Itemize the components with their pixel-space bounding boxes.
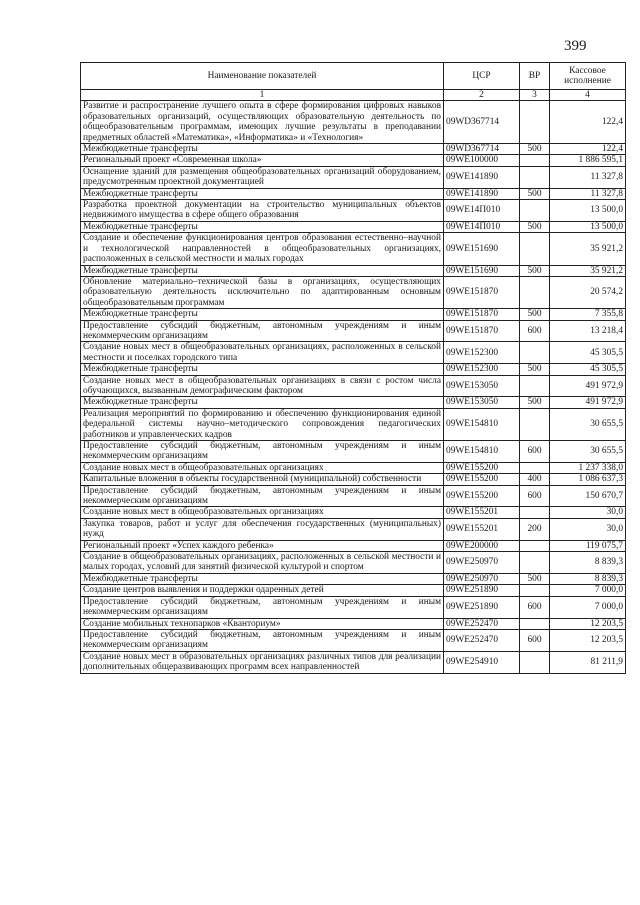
row-vr-cell <box>520 276 550 308</box>
row-vr-cell <box>520 200 550 222</box>
row-sum-cell: 150 670,7 <box>550 485 626 507</box>
row-vr-cell <box>520 618 550 629</box>
row-sum-cell: 30 655,5 <box>550 441 626 463</box>
row-vr-cell: 500 <box>520 309 550 320</box>
row-name-cell: Межбюджетные трансферты <box>81 573 444 584</box>
header-vr: ВР <box>520 63 550 90</box>
row-vr-cell <box>520 462 550 473</box>
table-row <box>81 629 626 651</box>
row-sum-cell: 20 574,2 <box>550 276 626 308</box>
row-vr-cell <box>520 101 550 144</box>
row-sum-cell: 491 972,9 <box>550 397 626 408</box>
row-name-cell: Создание новых мест в общеобразовательных организациях в связи с ростом числа обучающихся, вызванным демографическим фактором <box>81 375 444 397</box>
row-vr-cell: 600 <box>520 320 550 342</box>
table-row <box>81 221 626 232</box>
row-sum-cell: 30,0 <box>550 507 626 518</box>
table-row <box>81 155 626 166</box>
row-vr-cell: 400 <box>520 474 550 485</box>
row-name-cell: Межбюджетные трансферты <box>81 265 444 276</box>
row-csr-cell: 09WE252470 <box>444 618 520 629</box>
table-row <box>81 309 626 320</box>
row-name-cell: Межбюджетные трансферты <box>81 364 444 375</box>
row-csr-cell: 09WE14П010 <box>444 200 520 222</box>
table-row <box>81 408 626 440</box>
row-name-cell: Предоставление субсидий бюджетным, автономным учреждениям и иным некоммерческим организациям <box>81 596 444 618</box>
row-csr-cell: 09WE153050 <box>444 397 520 408</box>
row-csr-cell: 09WE250970 <box>444 573 520 584</box>
row-name-cell: Закупка товаров, работ и услуг для обеспечения государственных (муниципальных) нужд <box>81 518 444 540</box>
table-row <box>81 651 626 673</box>
row-csr-cell: 09WE152300 <box>444 342 520 364</box>
row-vr-cell: 200 <box>520 518 550 540</box>
row-name-cell: Создание центров выявления и поддержки одаренных детей <box>81 585 444 596</box>
row-csr-cell: 09WE254910 <box>444 651 520 673</box>
table-row <box>81 485 626 507</box>
table-row <box>81 200 626 222</box>
row-csr-cell: 09WE151870 <box>444 276 520 308</box>
row-csr-cell: 09WE154810 <box>444 408 520 440</box>
row-csr-cell: 09WE155200 <box>444 485 520 507</box>
row-vr-cell: 600 <box>520 629 550 651</box>
row-sum-cell: 35 921,2 <box>550 233 626 265</box>
row-csr-cell: 09WE250970 <box>444 552 520 574</box>
row-vr-cell: 500 <box>520 397 550 408</box>
table-row <box>81 144 626 155</box>
row-sum-cell: 45 305,5 <box>550 342 626 364</box>
row-name-cell: Создание мобильных технопарков «Кванториум» <box>81 618 444 629</box>
row-vr-cell: 500 <box>520 364 550 375</box>
row-vr-cell <box>520 233 550 265</box>
row-sum-cell: 1 237 338,0 <box>550 462 626 473</box>
row-csr-cell: 09WE151690 <box>444 265 520 276</box>
row-csr-cell: 09WE251890 <box>444 585 520 596</box>
row-name-cell: Межбюджетные трансферты <box>81 309 444 320</box>
table-row <box>81 101 626 144</box>
table-row <box>81 573 626 584</box>
column-number: 1 <box>81 90 444 101</box>
row-sum-cell: 30 655,5 <box>550 408 626 440</box>
row-sum-cell: 1 886 595,1 <box>550 155 626 166</box>
row-name-cell: Создание новых мест в общеобразовательных организациях <box>81 462 444 473</box>
row-vr-cell: 500 <box>520 265 550 276</box>
header-name: Наименование показателей <box>81 63 444 90</box>
row-vr-cell <box>520 507 550 518</box>
table-row <box>81 441 626 463</box>
row-name-cell: Обновление материально–технической базы в организациях, осуществляющих образовательную деятельность исключительно по адаптированным основным общеобразовательным программам <box>81 276 444 308</box>
table-row <box>81 585 626 596</box>
row-sum-cell: 30,0 <box>550 518 626 540</box>
budget-execution-table <box>80 62 626 674</box>
row-csr-cell: 09WE154810 <box>444 441 520 463</box>
row-name-cell: Капитальные вложения в объекты государственной (муниципальной) собственности <box>81 474 444 485</box>
row-name-cell: Реализация мероприятий по формированию и обеспечению функционирования единой федеральной системы научно–методического сопровождения педагогических работников и управленческих кадров <box>81 408 444 440</box>
row-csr-cell: 09WE141890 <box>444 166 520 188</box>
row-csr-cell: 09WE141890 <box>444 188 520 199</box>
row-sum-cell: 122,4 <box>550 144 626 155</box>
row-vr-cell <box>520 408 550 440</box>
row-name-cell: Создание новых мест в общеобразовательных организациях, расположенных в сельской местности и поселках городского типа <box>81 342 444 364</box>
row-vr-cell <box>520 375 550 397</box>
row-csr-cell: 09WE151690 <box>444 233 520 265</box>
table-row <box>81 474 626 485</box>
table-body <box>81 101 626 673</box>
row-vr-cell: 600 <box>520 596 550 618</box>
table-row <box>81 507 626 518</box>
row-sum-cell: 11 327,8 <box>550 166 626 188</box>
row-sum-cell: 122,4 <box>550 101 626 144</box>
row-sum-cell: 119 075,7 <box>550 540 626 551</box>
table-row <box>81 342 626 364</box>
table-header-row <box>81 63 626 90</box>
row-vr-cell: 600 <box>520 485 550 507</box>
table-row <box>81 618 626 629</box>
row-csr-cell: 09WE151870 <box>444 309 520 320</box>
row-csr-cell: 09WE155200 <box>444 474 520 485</box>
column-number-row <box>81 90 626 101</box>
row-vr-cell: 500 <box>520 144 550 155</box>
column-number: 4 <box>550 90 626 101</box>
column-number: 2 <box>444 90 520 101</box>
row-csr-cell: 09WE100000 <box>444 155 520 166</box>
row-sum-cell: 491 972,9 <box>550 375 626 397</box>
row-sum-cell: 35 921,2 <box>550 265 626 276</box>
table-row <box>81 364 626 375</box>
row-vr-cell <box>520 585 550 596</box>
row-sum-cell: 7 000,0 <box>550 596 626 618</box>
row-csr-cell: 09WE251890 <box>444 596 520 618</box>
row-name-cell: Межбюджетные трансферты <box>81 397 444 408</box>
table-row <box>81 596 626 618</box>
row-sum-cell: 13 218,4 <box>550 320 626 342</box>
row-csr-cell: 09WE151870 <box>444 320 520 342</box>
row-name-cell: Создание в общеобразовательных организациях, расположенных в сельской местности и малых городах, условий для занятий физической культурой и спортом <box>81 552 444 574</box>
column-number: 3 <box>520 90 550 101</box>
row-name-cell: Предоставление субсидий бюджетным, автономным учреждениям и иным некоммерческим организациям <box>81 441 444 463</box>
row-name-cell: Предоставление субсидий бюджетным, автономным учреждениям и иным некоммерческим организациям <box>81 320 444 342</box>
row-name-cell: Предоставление субсидий бюджетным, автономным учреждениям и иным некоммерческим организациям <box>81 485 444 507</box>
row-name-cell: Развитие и распространение лучшего опыта в сфере формирования цифровых навыков образовательных организаций, осуществляющих образовательную деятельность по общеобразовательным программам, имеющих лучшие результаты в преподавании предметных областей «Математика», «Информатика» и «Технология» <box>81 101 444 144</box>
row-vr-cell: 500 <box>520 188 550 199</box>
row-name-cell: Создание новых мест в общеобразовательных организациях <box>81 507 444 518</box>
row-sum-cell: 45 305,5 <box>550 364 626 375</box>
row-csr-cell: 09WE155201 <box>444 518 520 540</box>
table-row <box>81 188 626 199</box>
row-csr-cell: 09WE155201 <box>444 507 520 518</box>
row-csr-cell: 09WE14П010 <box>444 221 520 232</box>
row-name-cell: Межбюджетные трансферты <box>81 144 444 155</box>
row-csr-cell: 09WD367714 <box>444 144 520 155</box>
row-sum-cell: 13 500,0 <box>550 221 626 232</box>
row-sum-cell: 8 839,3 <box>550 573 626 584</box>
row-csr-cell: 09WE155200 <box>444 462 520 473</box>
row-name-cell: Предоставление субсидий бюджетным, автономным учреждениям и иным некоммерческим организациям <box>81 629 444 651</box>
row-sum-cell: 12 203,5 <box>550 629 626 651</box>
row-vr-cell <box>520 651 550 673</box>
table-row <box>81 233 626 265</box>
page-number: 399 <box>564 38 587 54</box>
row-sum-cell: 7 355,8 <box>550 309 626 320</box>
row-vr-cell <box>520 155 550 166</box>
row-csr-cell: 09WD367714 <box>444 101 520 144</box>
table-row <box>81 276 626 308</box>
header-csr: ЦСР <box>444 63 520 90</box>
row-csr-cell: 09WE200000 <box>444 540 520 551</box>
row-vr-cell: 500 <box>520 573 550 584</box>
row-sum-cell: 13 500,0 <box>550 200 626 222</box>
table-row <box>81 375 626 397</box>
row-csr-cell: 09WE252470 <box>444 629 520 651</box>
table-row <box>81 166 626 188</box>
row-name-cell: Межбюджетные трансферты <box>81 221 444 232</box>
table-row <box>81 462 626 473</box>
row-vr-cell <box>520 552 550 574</box>
row-name-cell: Создание новых мест в образовательных организациях различных типов для реализации дополнительных общеразвивающих программ всех направленностей <box>81 651 444 673</box>
row-csr-cell: 09WE153050 <box>444 375 520 397</box>
table-row <box>81 518 626 540</box>
row-name-cell: Разработка проектной документации на строительство муниципальных объектов недвижимого имущества в сфере общего образования <box>81 200 444 222</box>
row-sum-cell: 81 211,9 <box>550 651 626 673</box>
row-name-cell: Межбюджетные трансферты <box>81 188 444 199</box>
table-row <box>81 540 626 551</box>
row-sum-cell: 8 839,3 <box>550 552 626 574</box>
row-name-cell: Создание и обеспечение функционирования центров образования естественно–научной и технологической направленностей в общеобразовательных организациях, расположенных в сельской местности и малых городах <box>81 233 444 265</box>
table-row <box>81 265 626 276</box>
row-name-cell: Региональный проект «Современная школа» <box>81 155 444 166</box>
row-vr-cell <box>520 166 550 188</box>
row-vr-cell <box>520 342 550 364</box>
table-row <box>81 397 626 408</box>
row-vr-cell: 500 <box>520 221 550 232</box>
table-row <box>81 320 626 342</box>
row-sum-cell: 11 327,8 <box>550 188 626 199</box>
row-sum-cell: 7 000,0 <box>550 585 626 596</box>
row-vr-cell <box>520 540 550 551</box>
table-row <box>81 552 626 574</box>
header-sum: Кассовое исполнение <box>550 63 626 90</box>
row-name-cell: Оснащение зданий для размещения общеобразовательных организаций оборудованием, предусмотренным проектной документацией <box>81 166 444 188</box>
row-sum-cell: 1 086 637,3 <box>550 474 626 485</box>
row-name-cell: Региональный проект «Успех каждого ребенка» <box>81 540 444 551</box>
row-csr-cell: 09WE152300 <box>444 364 520 375</box>
row-vr-cell: 600 <box>520 441 550 463</box>
row-sum-cell: 12 203,5 <box>550 618 626 629</box>
